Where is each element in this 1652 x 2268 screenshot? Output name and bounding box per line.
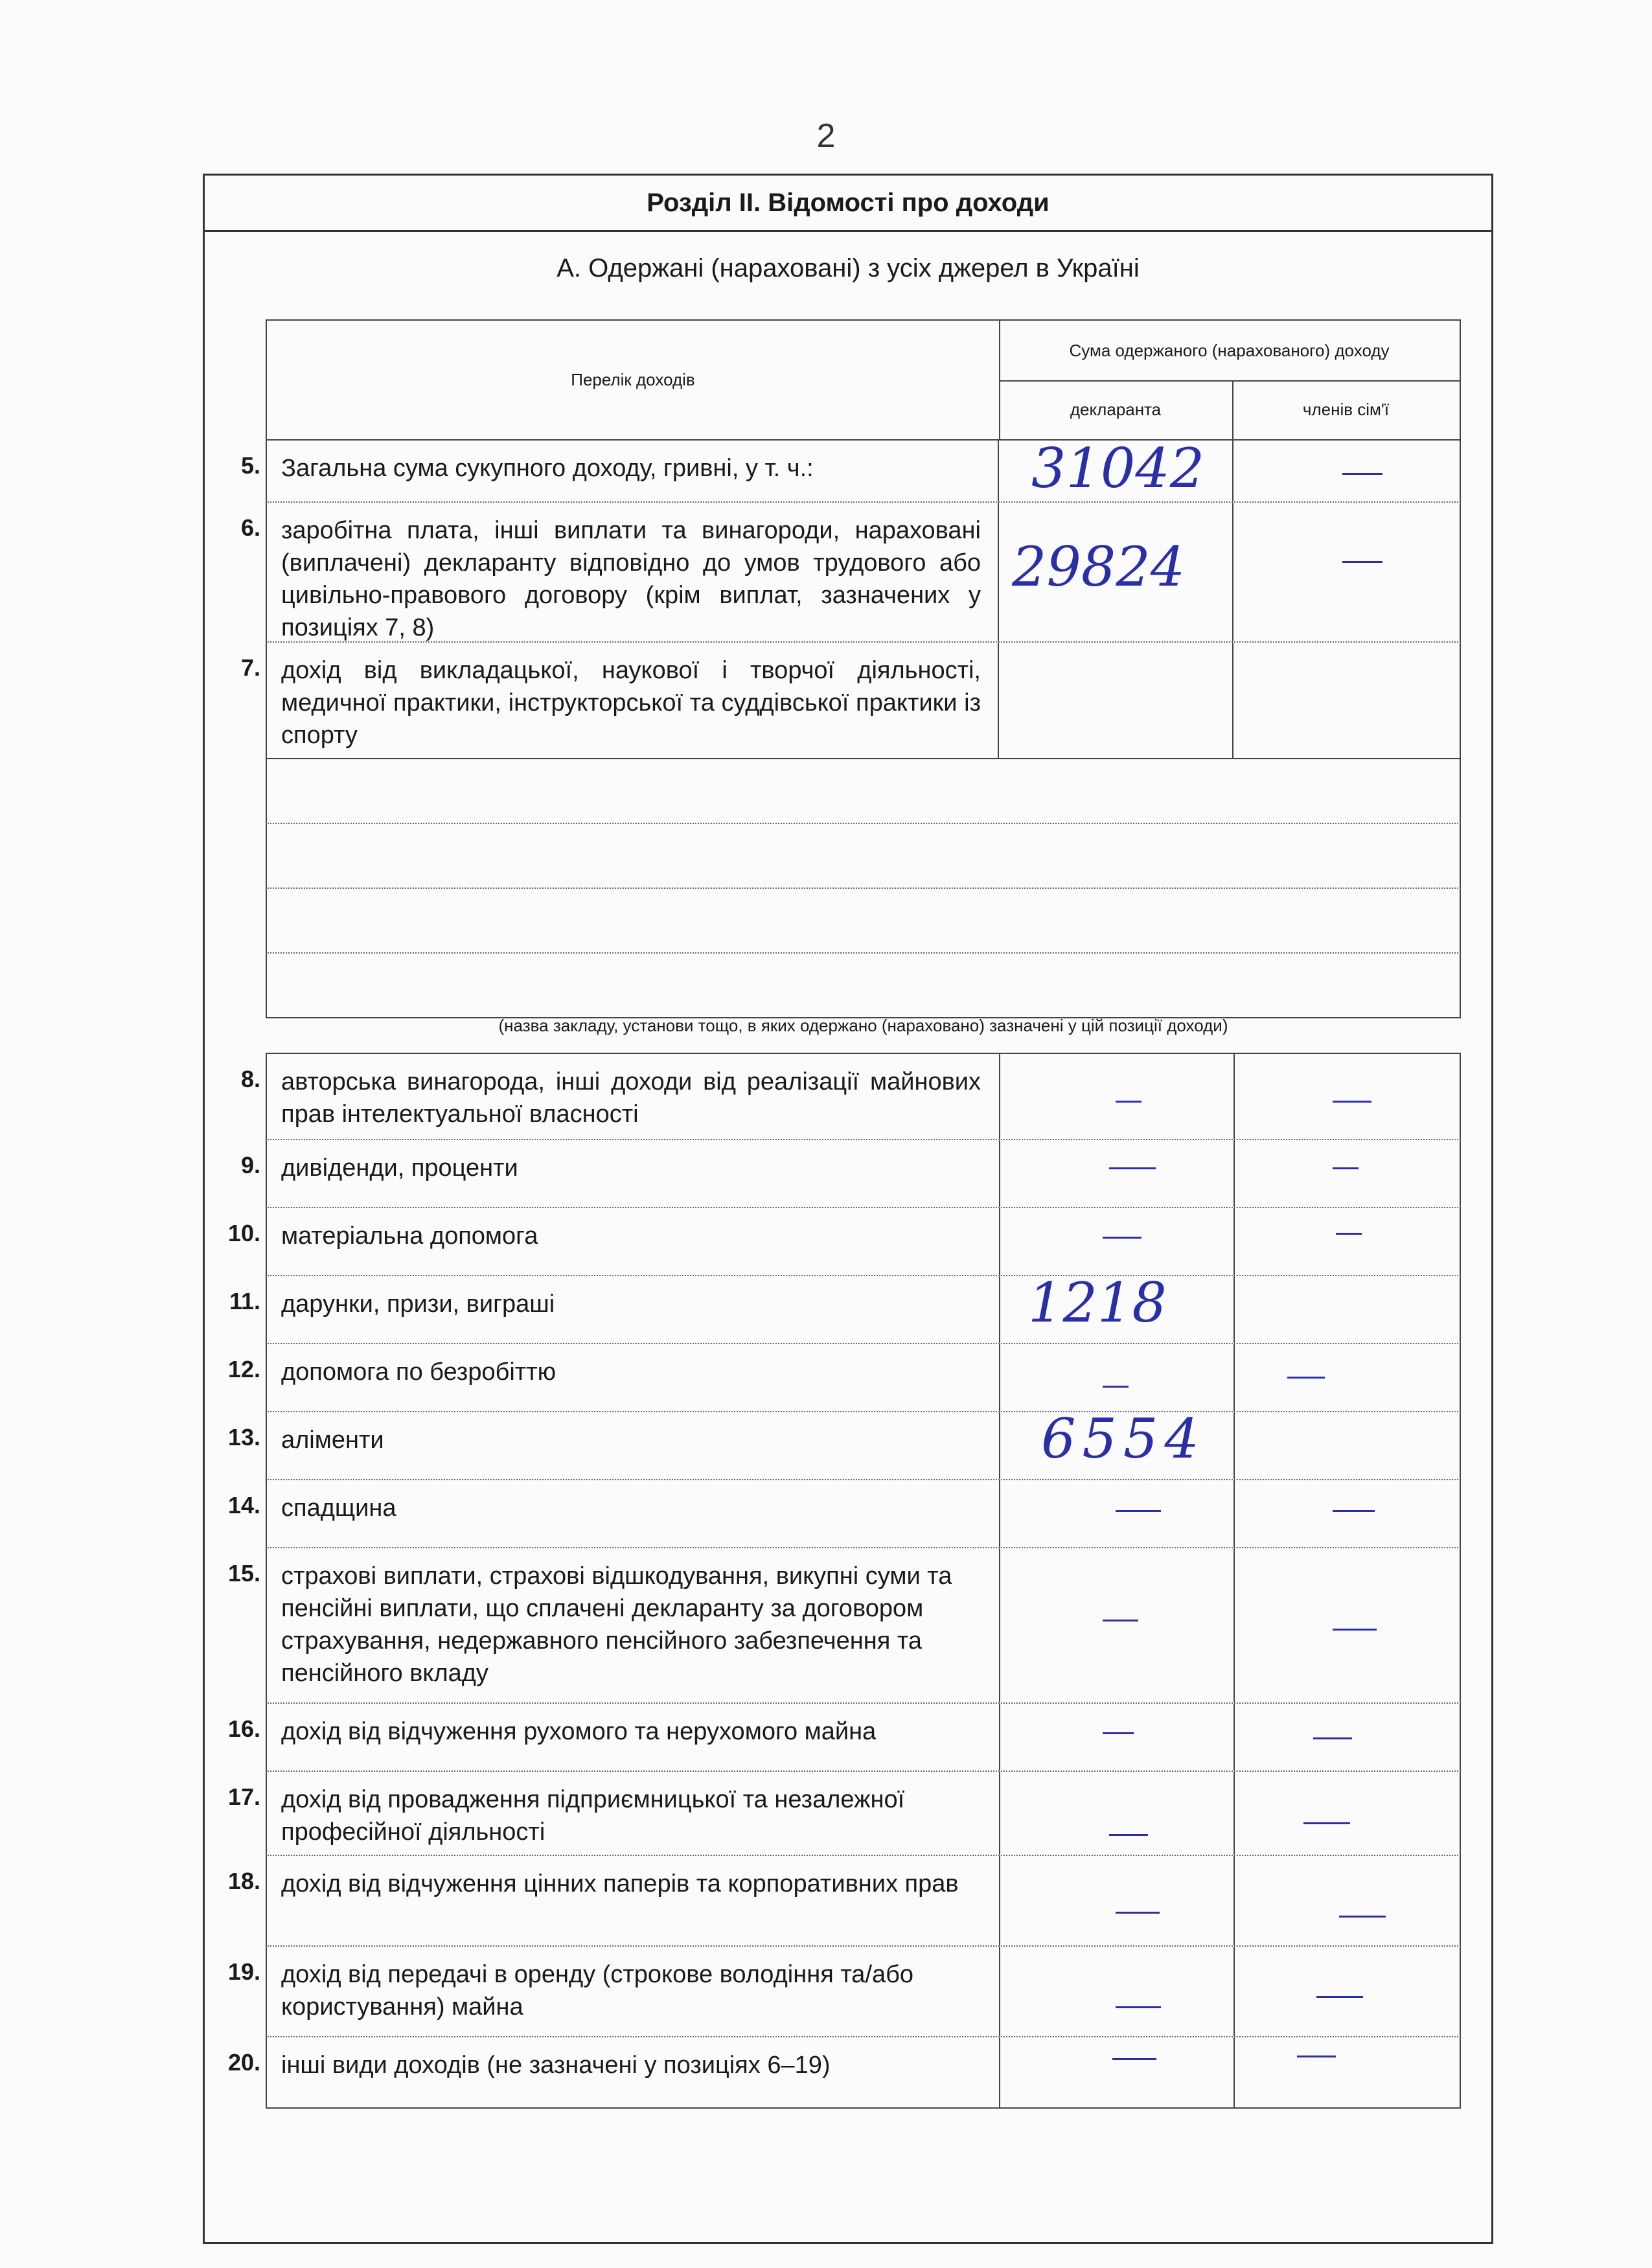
dash-mark [1333,1101,1371,1103]
table-row [227,1548,1461,1704]
table-row [227,2037,1461,2109]
col-divider [1233,1480,1235,1547]
row-desc: дарунки, призи, виграші [281,1290,555,1318]
dash-mark [1103,1620,1138,1621]
row-number: 19. [227,1958,260,1985]
row-number: 16. [227,1715,260,1742]
col-divider [999,1344,1000,1411]
col-divider [998,643,999,758]
table-header [266,319,1461,441]
col-divider [999,1704,1000,1770]
page-number: 2 [816,117,836,155]
dash-mark [1303,1822,1350,1824]
table-row [227,1856,1461,1947]
col-divider [1233,1412,1235,1479]
row-number: 14. [227,1492,260,1518]
dash-mark [1333,1629,1377,1631]
table-row [240,437,1461,503]
row-desc: аліменти [281,1426,384,1454]
col-divider [1233,1276,1235,1343]
col-divider [1232,441,1233,501]
dash-mark [1103,1237,1141,1239]
col-divider [1233,2037,1235,2107]
dash-mark [1333,1167,1359,1169]
dash-mark [1116,1101,1141,1103]
dash-mark [1287,1377,1325,1379]
row-desc: матеріальна допомога [281,1222,538,1250]
col-divider [998,503,999,641]
col-divider [1232,503,1233,641]
row-number: 18. [227,1868,260,1894]
row-number: 6. [240,514,260,541]
col-divider [998,441,999,501]
dash-mark [1116,1912,1160,1914]
dash-mark [1297,2056,1336,2057]
col-divider [999,2037,1000,2107]
col-divider [1233,1947,1235,2036]
col-divider [1233,1856,1235,1945]
col-divider [1233,1054,1235,1139]
table-row [227,1704,1461,1772]
dash-mark [1116,2006,1161,2008]
section-title: Розділ ІІ. Відомості про доходи [203,174,1493,232]
table-row [240,1140,1461,1208]
col-divider [999,1054,1000,1139]
header-sum: Сума одержаного (нарахованого) доходу [999,321,1460,382]
dash-mark [1342,473,1382,475]
row-number: 13. [227,1424,260,1450]
dash-mark [1339,1916,1386,1918]
dash-mark [1112,2058,1156,2060]
col-divider [1233,1140,1235,1207]
col-divider [1233,1344,1235,1411]
subtitle: А. Одержані (нараховані) з усіх джерел в Україні [556,254,1140,282]
table-row [229,1271,1461,1344]
dash-mark [1103,1386,1129,1388]
table-row [240,503,1461,643]
col-divider [999,1208,1000,1275]
table-row [227,1208,1461,1276]
handwritten-value: 31042 [1031,437,1205,500]
blank-line [266,954,1461,1018]
table-row [240,1053,1461,1140]
blank-line [266,759,1461,824]
dash-mark [1109,1167,1156,1169]
col-divider [999,1772,1000,1855]
dash-mark [1103,1732,1134,1734]
row-number: 10. [227,1220,260,1246]
table-row [240,643,1461,759]
col-divider [999,1947,1000,2036]
col-divider [999,1276,1000,1343]
table-row [227,1772,1461,1856]
blank-line [266,889,1461,954]
handwritten-value: 6554 [1041,1407,1206,1471]
dash-mark [1336,1233,1362,1235]
row-desc: дохід від передачі в оренду (строкове володіння та/або користування) майна [281,1961,914,2021]
col-divider [1233,1548,1235,1702]
row-desc: дохід від відчуження цінних паперів та корпоративних прав [281,1870,959,1897]
row-desc: спадщина [281,1495,396,1522]
col-divider [1232,643,1233,758]
col-divider [1233,1208,1235,1275]
table-row [227,1344,1461,1412]
row-desc: інші види доходів (не зазначені у позиціях 6–19) [281,2052,831,2079]
row-desc: заробітна плата, інші виплати та винагороди, нараховані (виплачені) декларанту відповідно до умов трудового або цивільно-правового договору (крім виплат, зазначених у позиціях 7, 8) [281,517,981,641]
col-divider [1233,1772,1235,1855]
row-number: 8. [240,1066,260,1092]
dash-mark [1342,561,1382,563]
col-divider [999,1480,1000,1547]
row-number: 17. [227,1783,260,1810]
handwritten-value: 29824 [1012,535,1186,599]
dash-mark [1316,1996,1363,1998]
col-divider [999,1412,1000,1479]
row-desc: авторська винагорода, інші доходи від реалізації майнових прав інтелектуальної власності [281,1068,981,1128]
row-desc: страхові виплати, страхові відшкодування, викупні суми та пенсійні виплати, що сплачені декларанту за договором страхування, недержавного пенсійного забезпечення та пенсійного вкладу [281,1563,952,1687]
row-number: 7. [240,654,260,681]
caption: (назва закладу, установи тощо, в яких одержано (нараховано) зазначені у цій позиції доходи) [498,1016,1228,1035]
row-desc: дохід від провадження підприємницької та незалежної професійної діяльності [281,1786,905,1846]
table-row [227,1407,1461,1480]
header-family: членів сім'ї [1302,400,1390,419]
row-desc: дохід від викладацької, наукової і творчої діяльності, медичної практики, інструкторської та суддівської практики із спорту [281,657,981,749]
col-divider [999,1548,1000,1702]
row-number: 20. [227,2049,260,2076]
dash-mark [1313,1737,1352,1739]
row-desc: дохід від відчуження рухомого та нерухомого майна [281,1718,877,1745]
dash-mark [1116,1510,1161,1512]
table-row [227,1480,1461,1548]
table-row [227,1947,1461,2037]
col-divider [999,1140,1000,1207]
row-desc: Загальна сума сукупного доходу, гривні, у т. ч.: [281,455,814,482]
handwritten-value: 1218 [1028,1271,1167,1334]
row-number: 15. [227,1560,260,1586]
row-number: 12. [227,1356,260,1382]
row-number: 11. [229,1288,260,1314]
col-divider [999,1856,1000,1945]
dash-mark [1333,1510,1375,1512]
header-list: Перелік доходів [267,321,1000,439]
col-divider [1233,1704,1235,1770]
row-desc: дивіденди, проценти [281,1154,518,1182]
row-desc: допомога по безробіттю [281,1358,556,1386]
header-declarant: декларанта [999,380,1233,439]
dash-mark [1109,1834,1148,1836]
row-number: 5. [240,452,260,479]
blank-line [266,824,1461,889]
row-number: 9. [240,1152,260,1178]
